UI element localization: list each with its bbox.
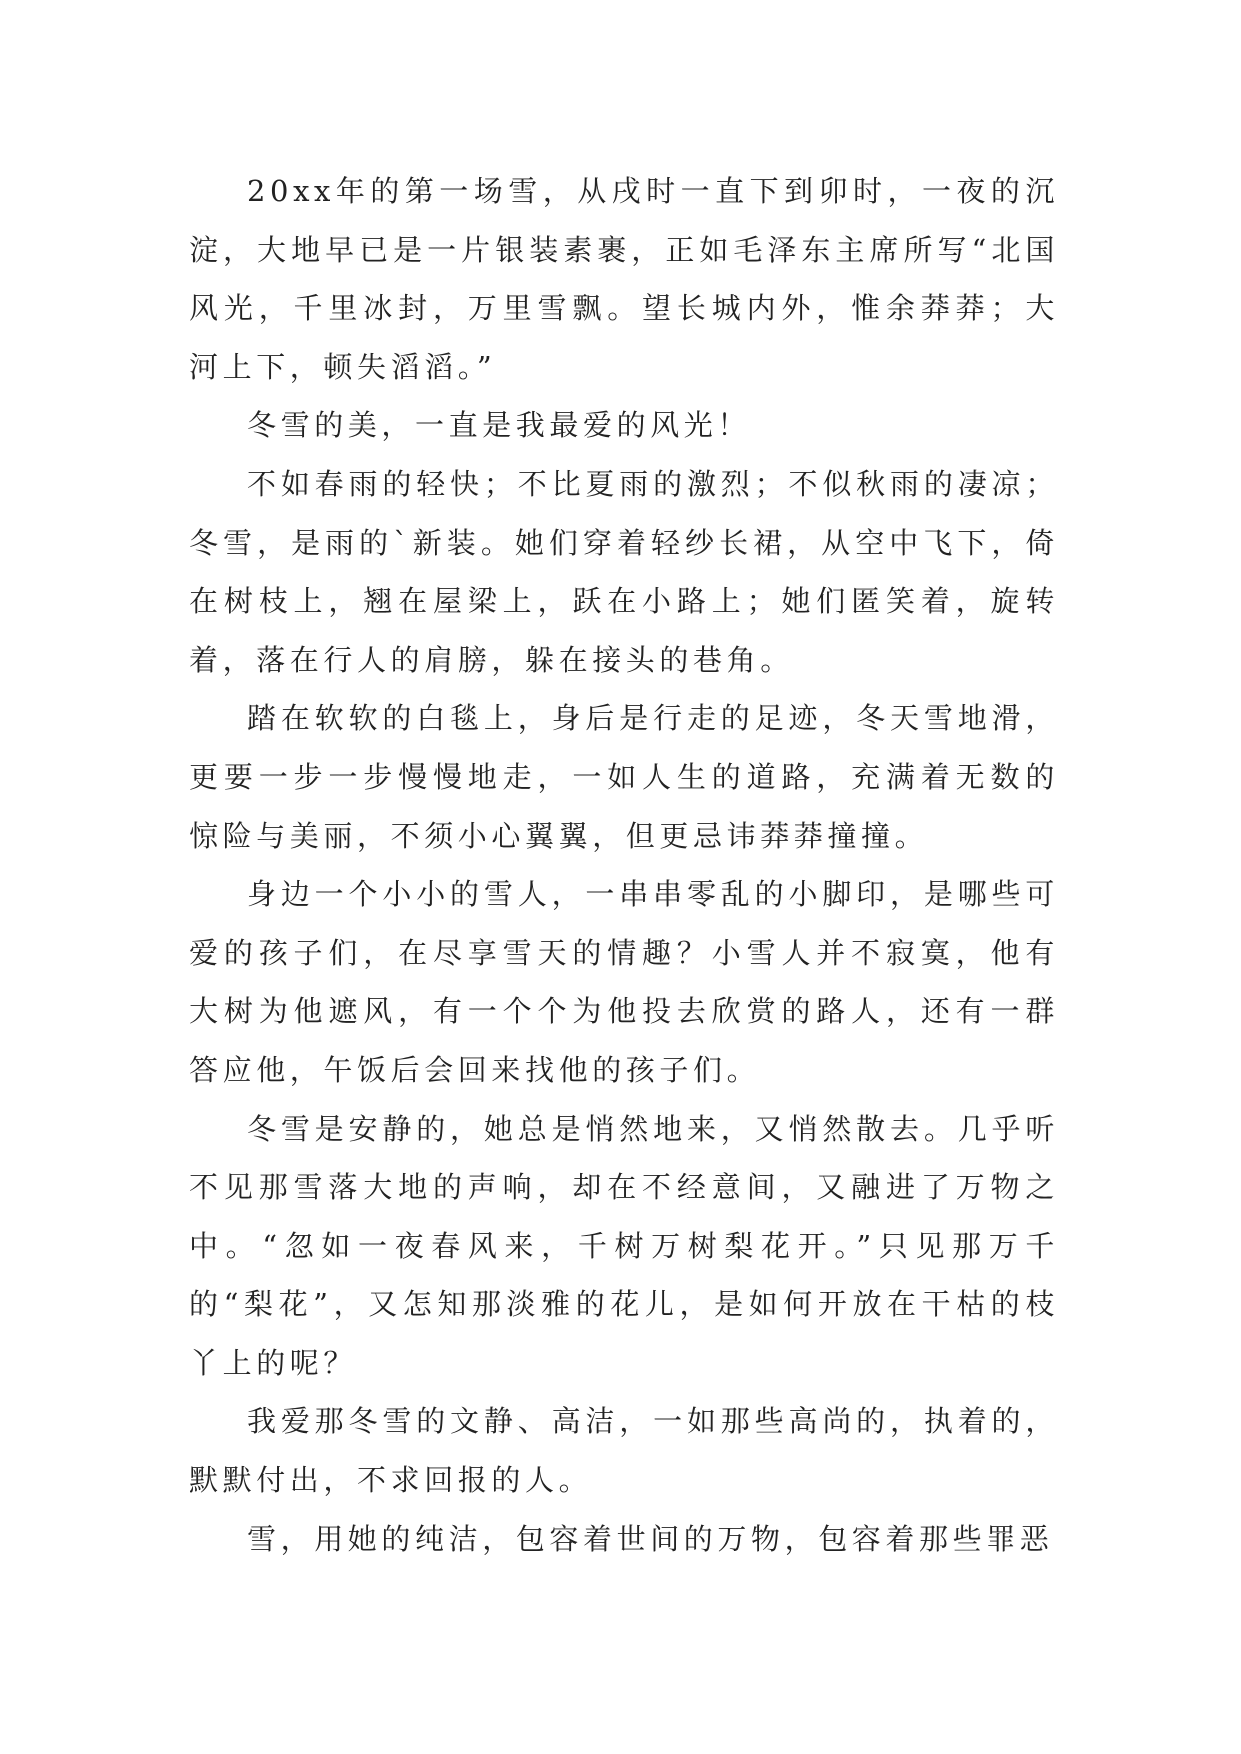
paragraph-love-winter-snow: 我爱那冬雪的文静、高洁，一如那些高尚的，执着的，默默付出，不求回报的人。 <box>189 1404 1059 1498</box>
paragraph-snowman: 身边一个小小的雪人，一串串零乱的小脚印，是哪些可爱的孩子们，在尽享雪天的情趣？小雪人并不寂寞，他有大树为他遮风，有一个个为他投去欣赏的路人，还有一群答应他，午饭后会回来找他的孩子们。 <box>189 877 1059 1087</box>
paragraph-first-snow: 20xx年的第一场雪，从戌时一直下到卯时，一夜的沉淀，大地早已是一片银装素裹，正如毛泽东主席所写“北国风光，千里冰封，万里雪飘。望长城内外，惟余莽莽；大河上下，顿失滔滔。” <box>189 174 1059 384</box>
paragraph-walking-on-snow: 踏在软软的白毯上，身后是行走的足迹，冬天雪地滑，更要一步一步慢慢地走，一如人生的道路，充满着无数的惊险与美丽，不须小心翼翼，但更忌讳莽莽撞撞。 <box>189 701 1059 853</box>
paragraph-snow-purity: 雪，用她的纯洁，包容着世间的万物，包容着那些罪恶 <box>247 1521 1054 1556</box>
document-body <box>189 162 1059 1568</box>
paragraph-quiet-snow: 冬雪是安静的，她总是悄然地来，又悄然散去。几乎听不见那雪落大地的声响，却在不经意间，又融进了万物之中。“忽如一夜春风来，千树万树梨花开。”只见那万千的“梨花”，又怎知那淡雅的花儿，是如何开放在干枯的枝丫上的呢？ <box>189 1111 1059 1380</box>
paragraph-snow-new-dress: 不如春雨的轻快；不比夏雨的激烈；不似秋雨的凄凉；冬雪，是雨的`新装。她们穿着轻纱长裙，从空中飞下，倚在树枝上，翘在屋梁上，跃在小路上；她们匿笑着，旋转着，落在行人的肩膀，躲在接头的巷角。 <box>189 466 1059 677</box>
paragraph-winter-beauty: 冬雪的美，一直是我最爱的风光！ <box>247 408 752 443</box>
